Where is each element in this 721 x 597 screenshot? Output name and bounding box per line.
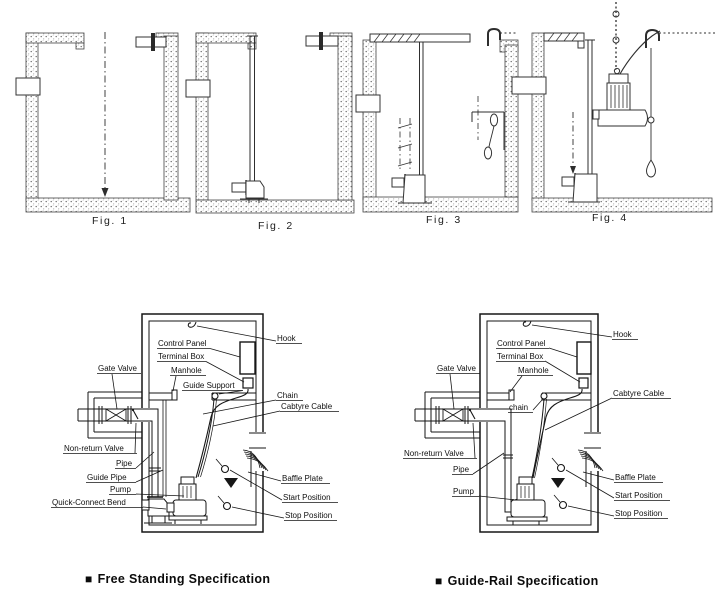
- float-switch-assembly: [472, 96, 504, 159]
- svg-text:Hook: Hook: [613, 330, 632, 339]
- svg-text:Baffle Plate: Baffle Plate: [615, 473, 656, 482]
- label-baffle-plate: [248, 472, 330, 484]
- water-level-mark: [551, 478, 565, 488]
- svg-text:Terminal Box: Terminal Box: [497, 352, 544, 361]
- guide-pipe: [163, 400, 166, 497]
- free-standing-caption: [85, 572, 270, 586]
- svg-text:Terminal Box: Terminal Box: [158, 352, 205, 361]
- label-stop-position: [568, 506, 668, 519]
- float-switch: [647, 48, 656, 177]
- label-stop-position: [232, 507, 337, 521]
- svg-text:Control Panel: Control Panel: [158, 339, 207, 348]
- inlet-pipe-stub: [512, 77, 546, 94]
- filled-square-icon: ■: [85, 572, 93, 586]
- inlet-pipe-stub: [356, 95, 380, 112]
- stop-float: [554, 495, 567, 509]
- label-cabtyre-cable: [545, 389, 671, 430]
- svg-text:Manhole: Manhole: [518, 366, 549, 375]
- chain-line: [532, 399, 547, 478]
- svg-text:Start Position: Start Position: [615, 491, 663, 500]
- guide-rail-caption: [435, 574, 599, 588]
- svg-text:Chain: Chain: [277, 391, 298, 400]
- label-manhole: [510, 366, 553, 392]
- inlet-pipe-stub: [186, 80, 210, 97]
- gate-valve-symbol: [106, 409, 126, 421]
- non-return-valve-flap: [469, 409, 475, 419]
- label-hook: [532, 325, 638, 340]
- cabtyre-cable-line: [196, 389, 248, 478]
- svg-text:Start Position: Start Position: [283, 493, 331, 502]
- chain-attachment: [541, 393, 547, 399]
- svg-text:Stop Position: Stop Position: [615, 509, 663, 518]
- svg-text:Manhole: Manhole: [171, 366, 202, 375]
- guide-rail-caption-text: Guide-Rail Specification: [447, 574, 599, 588]
- svg-text:Pipe: Pipe: [453, 465, 470, 474]
- svg-text:Non-return Valve: Non-return Valve: [404, 449, 464, 458]
- svg-text:Non-return Valve: Non-return Valve: [64, 444, 124, 453]
- guide-support: [212, 393, 218, 399]
- fig-3-drawing: [356, 29, 518, 212]
- fig-4-drawing: [512, 2, 716, 212]
- fig-2-caption: Fig. 2: [258, 220, 294, 232]
- inlet-pipe-stub: [16, 78, 40, 95]
- guide-pipe: [247, 36, 258, 193]
- label-pump: [109, 485, 184, 496]
- cover-slab: [544, 33, 584, 48]
- svg-text:Quick-Connect Bend: Quick-Connect Bend: [52, 498, 126, 507]
- label-gate-valve: [436, 364, 480, 409]
- filled-square-icon: ■: [435, 574, 443, 588]
- fig-3-caption: Fig. 3: [426, 214, 462, 226]
- terminal-box: [579, 378, 588, 388]
- descent-arrow: [570, 112, 576, 174]
- guide-rail-diagram: [403, 314, 671, 532]
- svg-text:Cabtyre Cable: Cabtyre Cable: [281, 402, 333, 411]
- hook: [523, 321, 531, 326]
- svg-text:Pump: Pump: [110, 485, 131, 494]
- free-standing-caption-text: Free Standing Specification: [97, 572, 271, 586]
- label-guide-support: [182, 381, 243, 394]
- label-hook: [197, 326, 302, 344]
- centerline-arrow: [102, 32, 109, 197]
- power-cable: [620, 31, 660, 74]
- future-pipe-position: [398, 118, 412, 172]
- svg-text:chain: chain: [509, 403, 529, 412]
- specification-diagrams: [0, 300, 721, 560]
- label-pump: [452, 487, 516, 500]
- svg-text:Gate Valve: Gate Valve: [98, 364, 137, 373]
- svg-text:Hook: Hook: [277, 334, 296, 343]
- svg-text:Guide Support: Guide Support: [183, 381, 235, 390]
- fig-1-drawing: [16, 32, 190, 212]
- hook: [188, 322, 196, 327]
- water-level-mark: [224, 478, 238, 488]
- gate-valve-symbol: [443, 409, 463, 421]
- label-non-return-valve: [403, 423, 477, 459]
- cover-slab: [370, 34, 470, 42]
- lifting-chain: [613, 2, 619, 70]
- svg-text:Pump: Pump: [453, 487, 474, 496]
- terminal-box: [243, 378, 253, 388]
- svg-text:Gate Valve: Gate Valve: [437, 364, 476, 373]
- start-float: [552, 458, 565, 472]
- free-standing-diagram: [51, 314, 339, 532]
- svg-text:Cabtyre Cable: Cabtyre Cable: [613, 389, 665, 398]
- installation-sequence-figures: [0, 0, 721, 245]
- control-panel-box: [240, 342, 255, 374]
- svg-text:Guide Pipe: Guide Pipe: [87, 473, 127, 482]
- fig-1-caption: Fig. 1: [92, 215, 128, 227]
- label-gate-valve: [97, 364, 141, 409]
- fig-2-drawing: [186, 32, 354, 213]
- label-chain: [508, 400, 542, 413]
- label-guide-pipe: [86, 470, 163, 483]
- stop-float: [218, 496, 231, 510]
- svg-text:Baffle Plate: Baffle Plate: [282, 474, 323, 483]
- label-pipe: [115, 452, 154, 469]
- fig-4-caption: Fig. 4: [592, 212, 628, 224]
- pump-body: [507, 477, 547, 525]
- quick-connect-bend: [232, 180, 268, 203]
- start-float: [216, 459, 229, 473]
- svg-text:Pipe: Pipe: [116, 459, 133, 468]
- guide-pipe: [420, 42, 424, 188]
- label-cabtyre-cable: [213, 402, 339, 426]
- svg-text:Control Panel: Control Panel: [497, 339, 546, 348]
- pump-body: [167, 477, 207, 524]
- control-panel-box: [577, 342, 591, 374]
- valve-chamber: [88, 392, 142, 438]
- svg-text:Stop Position: Stop Position: [285, 511, 333, 520]
- submersible-pump: [593, 68, 648, 126]
- label-baffle-plate: [583, 472, 663, 483]
- non-return-valve-flap: [132, 409, 138, 419]
